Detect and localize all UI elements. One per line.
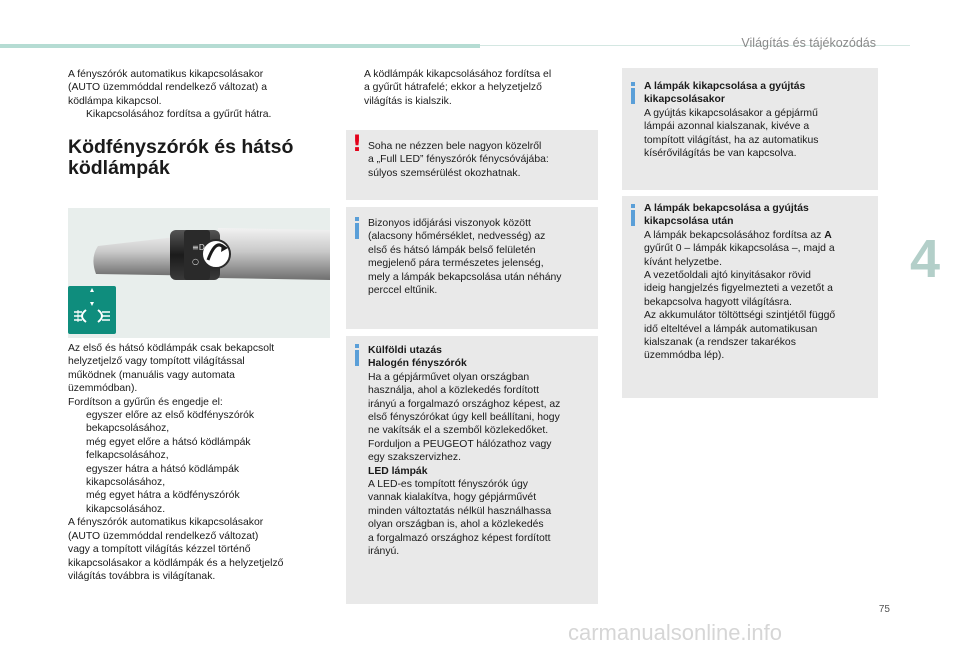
text-line: (AUTO üzemmóddal rendelkező változat) [68,530,259,542]
text-line: ideig hangjelzés figyelmezteti a vezetőt a [644,283,833,295]
box-title: A lámpák kikapcsolása a gyújtás [644,81,806,92]
list-item [68,489,332,516]
info-text [644,202,870,363]
text-line: Fordítson a gyűrűn és engedje el: [68,396,223,408]
text-line: kísérővilágítás be van kapcsolva. [644,148,797,160]
text-line: még egyet hátra a ködfényszórók [86,490,240,502]
info-icon [628,82,638,104]
text-line: egyszer előre az első ködfényszórók [86,410,255,422]
list-item [68,409,332,436]
text-line: a forgalmazó országhoz képest fordított [368,532,551,544]
bullet-icon [68,489,86,516]
intro-paragraph [68,68,332,122]
text-line: (alacsony hőmérséklet, nedvesség) az [368,231,546,243]
text-line: A LED-es tompított fényszórók úgy [368,479,528,491]
text-line: még egyet előre a hátsó ködlámpák [86,436,251,448]
warning-text [368,140,590,180]
text-line: ködlámpa kikapcsol. [68,95,162,107]
text-line: Ha a gépjárművet olyan országban [368,371,530,383]
text-line: bekapcsolásához, [86,423,170,435]
text-fragment: A [824,229,832,241]
box-title: Külföldi utazás [368,345,442,356]
list-item [68,463,332,490]
text-line: üzemmódban). [68,383,138,395]
header-accent-bar [0,44,480,48]
text-line: irányú. [368,546,400,558]
text-line: súlyos szemsérülést okozhatnak. [368,167,521,179]
text-line: vannak kialakítva, hogy gépjárművét [368,492,537,504]
box-title: kikapcsolásakor [644,94,725,106]
text-line: első és hátsó lámpák belső felületén [368,244,536,256]
text-line: Forduljon a PEUGEOT hálózathoz vagy [368,438,552,450]
fog-lights-icon [68,286,116,334]
text-line: felkapcsolásához, [86,450,169,462]
text-line: a „Full LED” fényszórók fénycsóvájába: [368,154,549,166]
text-line: egyszer hátra a hátsó ködlámpák [86,463,240,475]
warning-box [346,130,598,200]
info-text [368,217,590,297]
body-paragraph [68,342,332,583]
text-line: megjelenő pára természetes jelenség, [368,258,544,270]
bullet-icon [68,436,86,463]
text-line [644,229,870,242]
info-box-travel [346,336,598,604]
text-line: ne vakítsák el a szemből közlekedőket. [368,425,549,437]
text-line: A fényszórók automatikus kikapcsolásakor [68,517,264,529]
box-title: A lámpák bekapcsolása a gyújtás [644,203,809,214]
text-line: kialszanak (a rendszer takarékos [644,337,796,349]
text-line: Az akkumulátor töltöttségi szintjétől függő [644,310,836,322]
info-box-after-ignition [622,196,878,398]
text-line: kívánt helyzetbe. [644,256,722,268]
info-text [368,344,590,559]
section-heading [68,137,328,179]
text-line: világítás továbbra is világítanak. [68,570,216,582]
text-line: A vezetőoldali ajtó kinyitásakor rövid [644,270,811,282]
box-subtitle: Halogén fényszórók [368,358,467,370]
text-fragment: A lámpák bekapcsolásához fordítsa az [644,229,825,241]
text-line: Kikapcsolásához fordítsa a gyűrűt hátra. [86,109,272,121]
heading-line: Ködfényszórók és hátsó [68,136,294,158]
svg-text:≡D: ≡D [192,243,205,252]
text-line: minden változtatás nélkül használhassa [368,505,552,517]
text-line: Az első és hátsó ködlámpák csak bekapcsolt [68,343,275,354]
text-line: működnek (manuális vagy automata [68,369,235,381]
col2-intro [346,68,596,108]
text-line: bekapcsolva hagyott világításra. [644,296,792,308]
text-line: vagy a tompított világítás kézzel történő [68,544,251,556]
text-line: olyan országban is, ahol a közlekedés [368,519,544,531]
text-line: a gyűrűt hátrafelé; ekkor a helyzetjelző [364,82,542,94]
text-line: idő elteltével a lámpák automatikusan [644,323,818,335]
text-line: perccel eltűnik. [368,285,438,297]
text-line: A fényszórók automatikus kikapcsolásakor [68,69,264,80]
text-line: mely a lámpák bekapcsolása után néhány [368,271,562,283]
text-line: kikapcsolásához, [86,477,166,489]
text-line: Soha ne nézzen bele nagyon közelről [368,141,542,152]
text-line: lámpái azonnal kialszanak, kivéve a [644,121,810,133]
box-title: kikapcsolása után [644,216,734,228]
text-line: használja, ahol a közlekedés fordított [368,385,539,397]
info-icon [352,344,362,366]
info-icon [628,204,638,226]
bullet-icon [68,463,86,490]
chapter-number: 4 [909,229,941,289]
warning-icon: ! [352,132,363,157]
text-line: világítás is kialszik. [364,95,452,107]
text-line: egy szakszervizhez. [368,452,461,464]
text-line: első fényszórókat úgy kell beállítani, hogy [368,412,560,424]
section-title: Világítás és tájékozódás [741,36,876,50]
list-item [68,436,332,463]
info-box-ignition-off [622,68,878,190]
text-line: irányú a forgalmazó országhoz képest, az [368,398,561,410]
svg-text:○: ○ [192,257,199,266]
text-line: kikapcsolásakor a ködlámpák és a helyzetjelző [68,557,284,569]
text-line: üzemmódba lép). [644,350,725,362]
text-line: gyűrűt 0 – lámpák kikapcsolása –, majd a [644,243,835,255]
box-subtitle: LED lámpák [368,465,428,477]
bullet-icon [68,409,86,436]
watermark: carmanualsonline.info [568,620,783,645]
text-line: tompított világítást, ha az automatikus [644,134,819,146]
list-item [346,68,596,108]
text-line: A gyújtás kikapcsolásakor a gépjármű [644,107,818,119]
text-line: Bizonyos időjárási viszonyok között [368,218,531,229]
info-icon [352,217,362,239]
info-text [644,80,870,160]
page-number: 75 [878,604,890,615]
text-line: kikapcsolásához. [86,503,166,515]
text-line: A ködlámpák kikapcsolásához fordítsa el [364,69,552,80]
list-item [68,108,332,121]
heading-line: ködlámpák [68,157,170,179]
text-line: (AUTO üzemmóddal rendelkező változat) a [68,82,268,94]
bullet-icon [68,108,86,121]
info-box [346,207,598,329]
bullet-icon [346,68,364,108]
text-line: helyzetjelző vagy tompított világítással [68,356,245,368]
